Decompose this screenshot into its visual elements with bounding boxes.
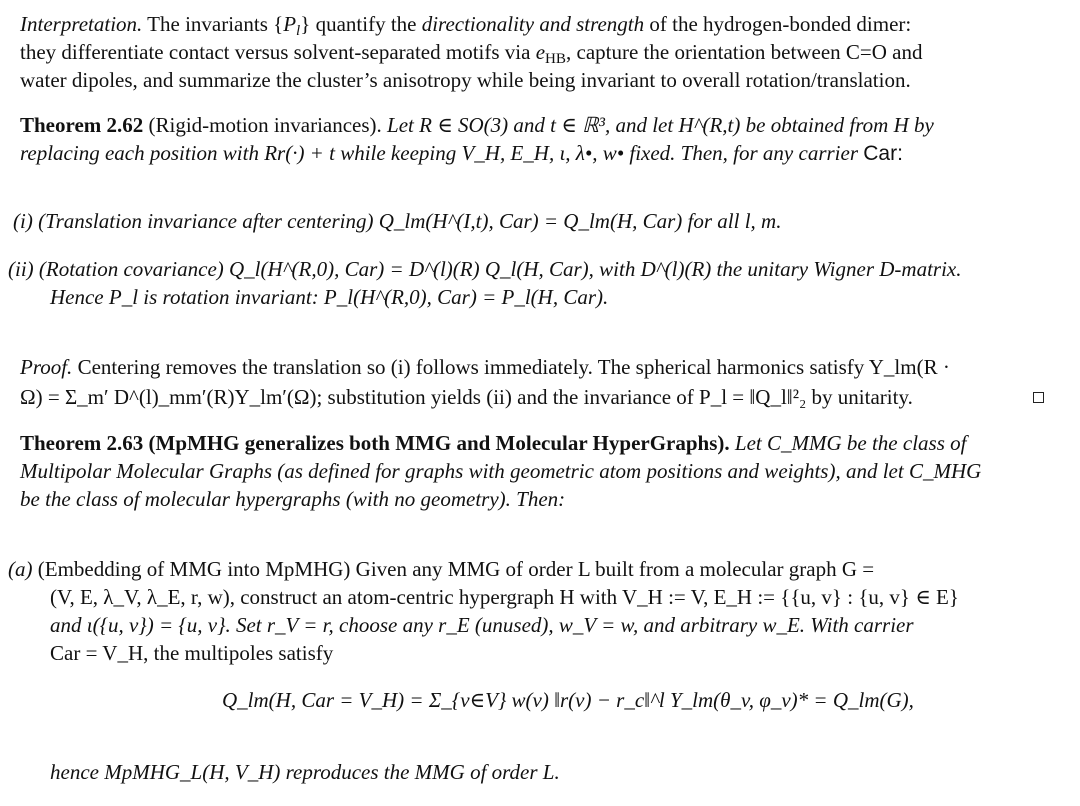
theorem-2-62-line-2: replacing each position with Rr(·) + t while keeping V_H, E_H, ι, λ•, w• fixed. Then, for any carrier Car:: [20, 141, 903, 165]
theorem-2-63-item-a: (a) (Embedding of MMG into MpMHG) Given any MMG of order L built from a molecular graph G =: [8, 557, 875, 581]
theorem-2-62-item-ii: (ii) (Rotation covariance) Q_l(H^(R,0), Car) = D^(l)(R) Q_l(H, Car), with D^(l)(R) the unitary Wigner D-matrix.: [8, 257, 962, 281]
interpretation-line-1: Interpretation. The invariants $\{P_l\}$ quantify the directionality and strength of the hydrogen-bonded dimer:: [20, 12, 912, 40]
theorem-2-63-line-3: be the class of molecular hypergraphs (with no geometry). Then:: [20, 487, 566, 511]
theorem-2-62-line-1: Theorem 2.62 (Rigid-motion invariances). Let R ∈ SO(3) and t ∈ ℝ³, and let H^(R,t) be obtained from H by: [20, 113, 934, 137]
interpretation-label: Interpretation.: [20, 12, 143, 36]
theorem-2-62-item-ii-line-2: Hence P_l is rotation invariant: P_l(H^(R,0), Car) = P_l(H, Car).: [50, 285, 609, 309]
qed-square-icon: [1033, 392, 1044, 403]
multipole-equation: Q_lm(H, Car = V_H) = Σ_{v∈V} w(v) ‖r(v) − r_c‖^l Y_lm(θ_v, φ_v)* = Q_lm(G),: [222, 688, 914, 712]
theorem-2-63-item-a-line-2: (V, E, λ_V, λ_E, r, w), construct an atom-centric hypergraph H with V_H := V, E_H := {{u, v} : {u, v} ∈ E}: [50, 585, 959, 609]
theorem-2-63-conclusion: hence MpMHG_L(H, V_H) reproduces the MMG of order L.: [50, 760, 560, 784]
theorem-2-63-line-1: Theorem 2.63 (MpMHG generalizes both MMG and Molecular HyperGraphs). Let C_MMG be the class of: [20, 431, 967, 455]
theorem-label: Theorem 2.62: [20, 113, 144, 137]
proof-label: Proof.: [20, 355, 73, 379]
item-label: (ii): [8, 257, 34, 281]
theorem-2-62-item-i: (i) (Translation invariance after centering) Q_lm(H^(I,t), Car) = Q_lm(H, Car) for all l, m.: [13, 209, 782, 233]
theorem-2-63-item-a-line-3: and ι({u, v}) = {u, v}. Set r_V = r, choose any r_E (unused), w_V = w, and arbitrary w_E. With carrier: [50, 613, 914, 637]
theorem-2-63-item-a-line-4: Car = V_H, the multipoles satisfy: [50, 641, 334, 665]
proof-line-1: Proof. Centering removes the translation so (i) follows immediately. The spherical harmonics satisfy Y_lm(R ·: [20, 355, 950, 379]
proof-line-2: Ω) = Σ_m′ D^(l)_mm′(R)Y_lm′(Ω); substitution yields (ii) and the invariance of P_l = ‖Q_l‖²₂ by unitarity.: [20, 385, 913, 409]
theorem-2-63-line-2: Multipolar Molecular Graphs (as defined for graphs with geometric atom positions and weights), and let C_MHG: [20, 459, 982, 483]
item-label: (i): [13, 209, 33, 233]
interpretation-line-3: water dipoles, and summarize the cluster’s anisotropy while being invariant to overall rotation/translation.: [20, 68, 911, 92]
theorem-label: Theorem 2.63: [20, 431, 144, 455]
item-label: (a): [8, 557, 33, 581]
interpretation-line-2: they differentiate contact versus solvent-separated motifs via $e_{HB}$, capture the orientation between C=O and: [20, 40, 923, 68]
theorem-title: (Rigid-motion invariances).: [143, 113, 382, 137]
emphasis-text: directionality and strength: [421, 12, 645, 36]
theorem-title: (MpMHG generalizes both MMG and Molecular HyperGraphs).: [143, 431, 730, 455]
